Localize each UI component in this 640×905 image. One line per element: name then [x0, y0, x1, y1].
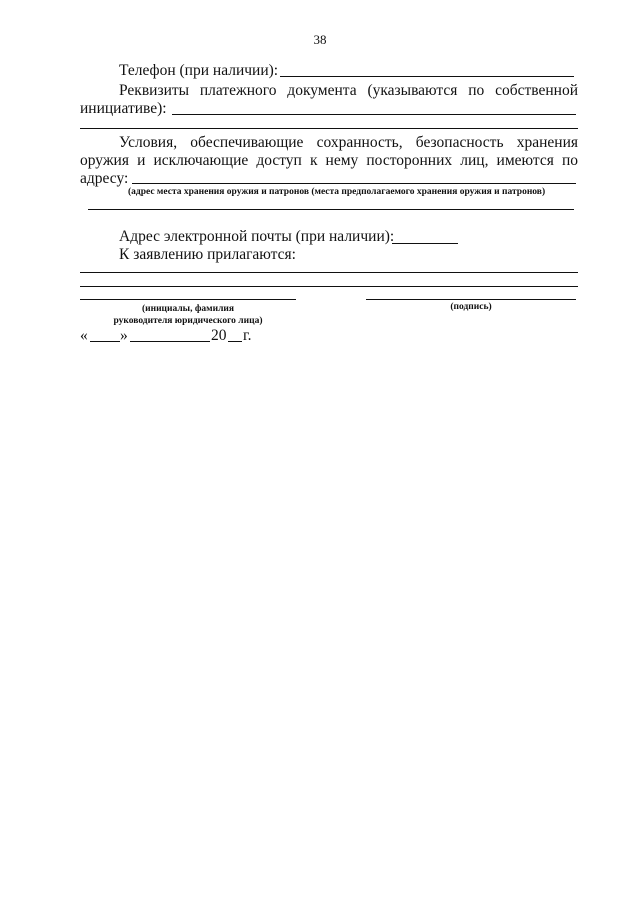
- payment-field-line[interactable]: [172, 114, 576, 115]
- email-field-line[interactable]: [392, 243, 458, 244]
- phone-field-line[interactable]: [280, 76, 574, 77]
- attachments-label: К заявлению прилагаются:: [119, 246, 296, 263]
- date-open-quote: «: [80, 327, 88, 344]
- storage-address-label: адресу:: [80, 170, 129, 187]
- date-year-suffix: г.: [243, 327, 252, 344]
- payment-text-line1: Реквизиты платежного документа (указываются по собственной: [119, 82, 578, 99]
- payment-label: инициативе):: [80, 100, 167, 117]
- date-close-quote: »: [120, 327, 128, 344]
- attachments-line-2[interactable]: [80, 286, 578, 287]
- phone-label: Телефон (при наличии):: [119, 62, 279, 79]
- signature-caption: (подпись): [450, 302, 492, 312]
- date-day-line[interactable]: [90, 341, 120, 342]
- name-field-line[interactable]: [80, 299, 296, 300]
- date-year-line[interactable]: [228, 341, 242, 342]
- name-caption-line1: (инициалы, фамилия: [141, 304, 235, 314]
- storage-text-line2: оружия и исключающие доступ к нему посторонних лиц, имеются по: [80, 152, 578, 169]
- storage-extra-line[interactable]: [88, 209, 574, 210]
- page-number: 38: [313, 32, 327, 47]
- email-label: Адрес электронной почты (при наличии):: [119, 228, 395, 245]
- storage-address-caption: (адрес места хранения оружия и патронов (места предполагаемого хранения оружия и патронов): [128, 187, 546, 197]
- date-year-prefix: 20: [211, 327, 227, 344]
- name-caption-line2: руководителя юридического лица): [113, 316, 263, 326]
- signature-field-line[interactable]: [366, 299, 576, 300]
- payment-extra-line[interactable]: [80, 128, 578, 129]
- attachments-line-1[interactable]: [80, 272, 578, 273]
- date-month-line[interactable]: [130, 341, 210, 342]
- storage-text-line1: Условия, обеспечивающие сохранность, безопасность хранения: [119, 134, 578, 151]
- storage-address-line[interactable]: [132, 183, 576, 184]
